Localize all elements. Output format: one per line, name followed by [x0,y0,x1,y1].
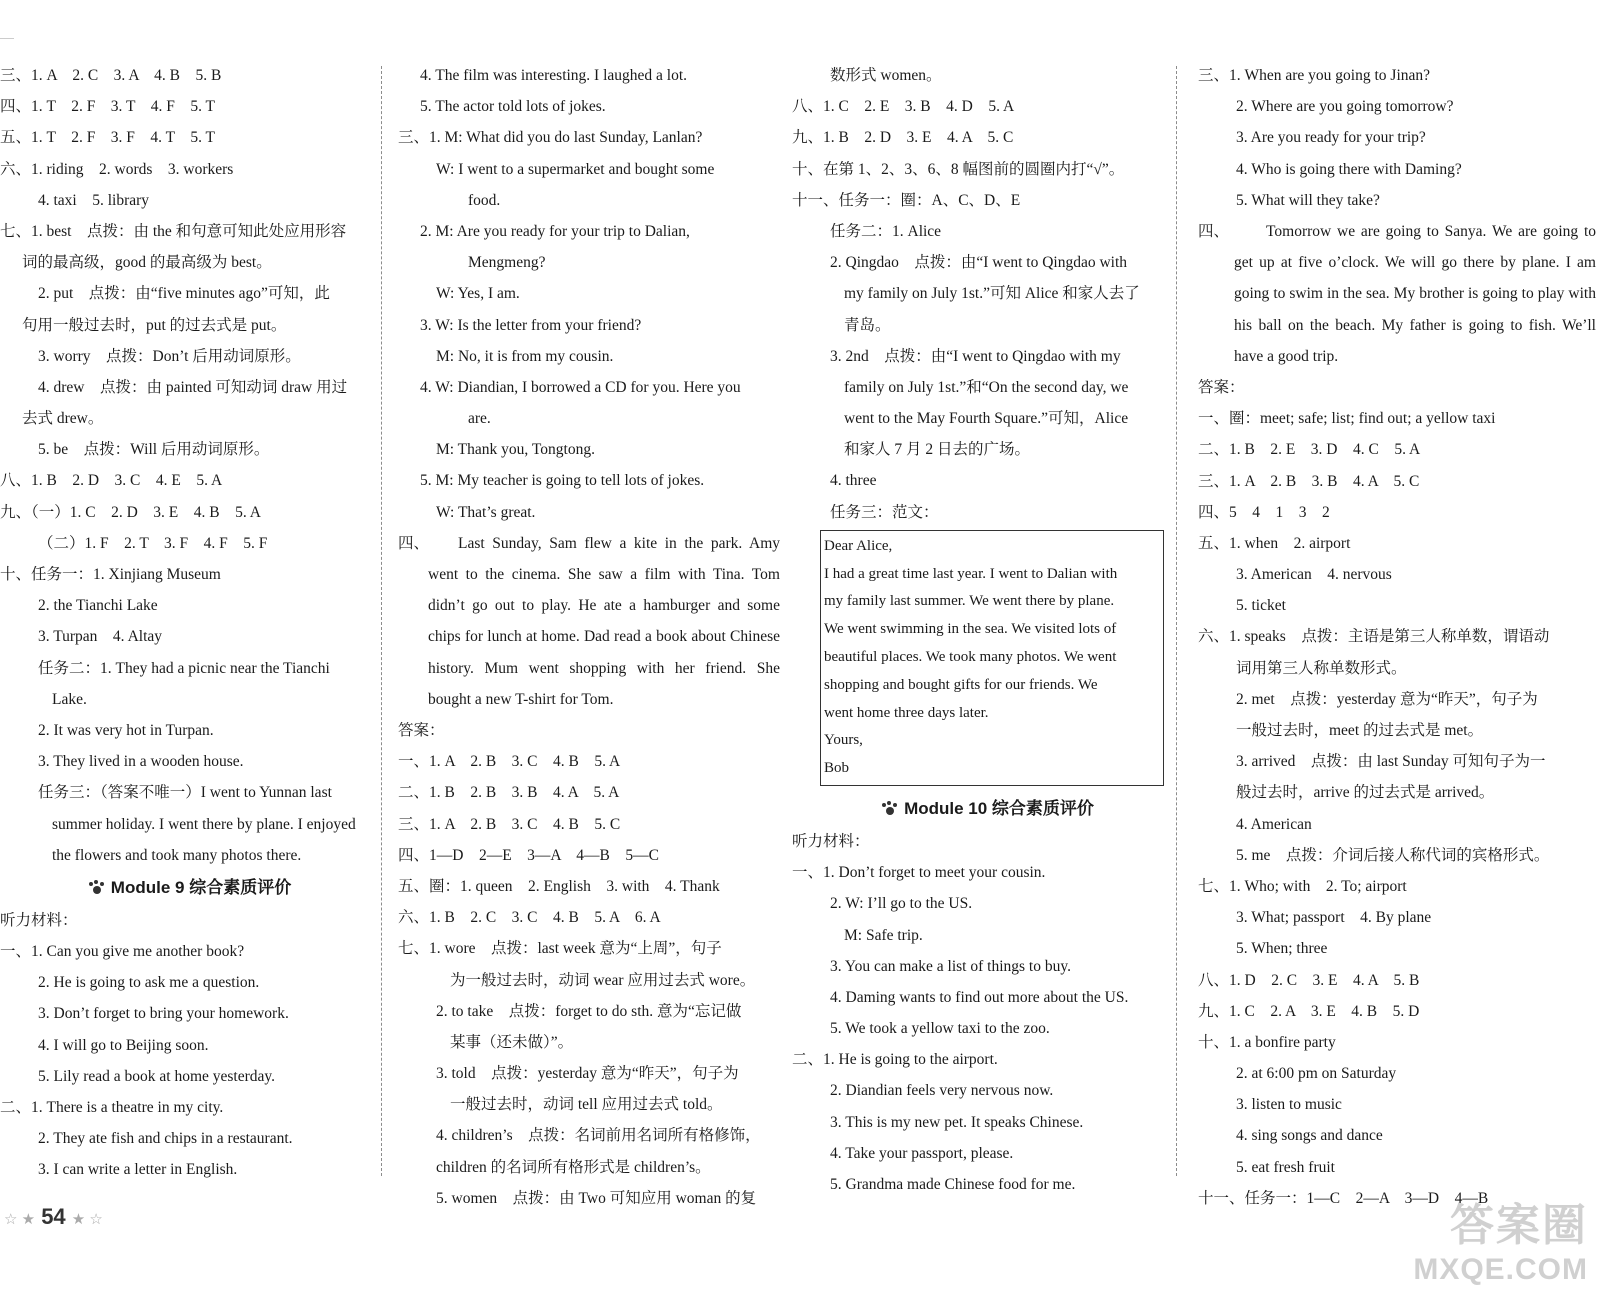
answer-line: 一般过去时，meet 的过去式是 met。 [1236,722,1484,740]
answer-line: 4. American [1236,815,1312,833]
answer-line: 听力材料： [792,832,870,850]
answer-line: 八、1. B 2. D 3. C 4. E 5. A [0,472,223,490]
answer-line: W: I went to a supermarket and bought some [436,160,715,178]
answer-line: went to the May Fourth Square.”可知，Alice [844,410,1129,428]
answer-line: 5. women 点拨：由 Two 可知应用 woman 的复 [436,1189,757,1207]
answer-line: Lake. [52,690,87,708]
answer-line: 5. ticket [1236,597,1286,615]
answer-line: 一、1. Don’t forget to meet your cousin. [792,864,1046,882]
answer-line: Mengmeng? [468,254,546,272]
paragraph-text: Last Sunday, Sam flew a kite in the park. Amy went to the cinema. She saw a film with Tina. Tom didn’t go out to play. He ate a hamburger and some chips for lunch at home. Dad read a book about Chinese history. Mum went shopping with her friend. She bought a new T-shirt for Tom. [428,534,780,708]
answer-line: 句用一般过去时，put 的过去式是 put。 [22,316,287,334]
answer-line: 3. This is my new pet. It speaks Chinese. [830,1113,1084,1131]
listening-paragraph [1198,216,1596,372]
answer-line: 六、1. B 2. C 3. C 4. B 5. A 6. A [398,909,661,927]
answer-line: 词用第三人称单数形式。 [1236,659,1407,677]
answer-line: 3. W: Is the letter from your friend? [420,316,642,334]
answer-line: 九、1. B 2. D 3. E 4. A 5. C [792,129,1014,147]
answer-line: 5. The actor told lots of jokes. [420,98,606,116]
page-number-text: 54 [41,1204,66,1229]
answer-line: 十一、任务一：1—C 2—A 3—D 4—B [1198,1189,1489,1207]
letter-line: went home three days later. [824,704,989,721]
answer-line: 词的最高级，good 的最高级为 best。 [22,254,272,272]
answer-line: 2. He is going to ask me a question. [38,974,260,992]
paw-icon [882,801,898,815]
watermark-logo [1413,1189,1588,1287]
column-3 [792,60,1184,1200]
answer-line: 2. Where are you going tomorrow? [1236,98,1454,116]
answer-line: 4. children’s 点拨：名词前用名词所有格修饰， [436,1127,761,1145]
answer-line: 5. me 点拨：介词后接人称代词的宾格形式。 [1236,846,1550,864]
column-1 [0,60,380,1186]
answer-line: 七、1. Who; with 2. To; airport [1198,877,1407,895]
answer-line: 五、1. T 2. F 3. F 4. T 5. T [0,129,216,147]
answer-line: 三、1. A 2. B 3. B 4. A 5. C [1198,472,1420,490]
answer-line: 和家人 7 月 2 日去的广场。 [844,441,1031,459]
answer-line: are. [468,410,491,428]
answer-line: 二、1. There is a theatre in my city. [0,1099,224,1116]
answer-line: 3. Don’t forget to bring your homework. [38,1005,289,1023]
answer-line: 5. We took a yellow taxi to the zoo. [830,1020,1050,1038]
answer-line: 三、1. M: What did you do last Sunday, Lanlan? [398,129,703,147]
answer-line: 3. They lived in a wooden house. [38,753,244,771]
answer-line: 一、1. Can you give me another book? [0,943,245,961]
answer-line: 四、1—D 2—E 3—A 4—B 5—C [398,846,659,864]
answer-line: 3. I can write a letter in English. [38,1161,238,1179]
answer-line: 一、圈：meet; safe; list; find out; a yellow taxi [1198,410,1496,428]
answer-line: W: Yes, I am. [436,285,520,303]
answer-line: 九、1. C 2. A 3. E 4. B 5. D [1198,1002,1420,1020]
answer-line: 六、1. speaks 点拨：主语是第三人称单数，谓语动 [1198,628,1550,646]
answer-line: 2. put 点拨：由“five minutes ago”可知，此 [38,285,330,303]
letter-line: Dear Alice, [824,537,893,554]
section-label: 四、 [398,534,430,552]
answer-line: 5. When; three [1236,940,1328,958]
answer-line: 三、1. A 2. B 3. C 4. B 5. C [398,815,621,833]
star-icon: ★ ☆ [71,1211,103,1228]
answer-line: 3. American 4. nervous [1236,566,1392,584]
answer-line: 二、1. B 2. E 3. D 4. C 5. A [1198,441,1421,459]
answer-line: 3. Are you ready for your trip? [1236,129,1426,147]
answer-line: 4. W: Diandian, I borrowed a CD for you. Here you [420,378,741,396]
answer-line: 任务三：范文： [830,503,939,521]
answer-line: 3. You can make a list of things to buy. [830,957,1071,975]
answer-line: 一、1. A 2. B 3. C 4. B 5. A [398,753,621,771]
star-icon: ☆ ★ [4,1211,36,1228]
answer-line: the flowers and took many photos there. [52,846,302,864]
answer-line: 九、（一）1. C 2. D 3. E 4. B 5. A [0,503,261,521]
section-label: 四、 [1198,222,1230,240]
answer-line: 2. to take 点拨：forget to do sth. 意为“忘记做 [436,1002,742,1020]
watermark-url: MXQE.COM [1413,1253,1588,1286]
answer-line: 十一、任务一：圈：A、C、D、E [792,191,1021,209]
answer-line: 二、1. B 2. B 3. B 4. A 5. A [398,784,620,802]
top-mark [0,38,14,39]
answer-line: 青岛。 [844,316,891,334]
letter-line: my family last summer. We went there by plane. [824,593,1115,610]
answer-line: 2. They ate fish and chips in a restaurant. [38,1130,293,1148]
column-separator [381,66,382,1176]
answer-line: 七、1. best 点拨：由 the 和句意可知此处应用形容 [0,222,347,240]
answer-line: 一般过去时，动词 tell 应用过去式 told。 [450,1096,723,1114]
answer-line: 五、1. when 2. airport [1198,534,1351,552]
answer-line: 2. M: Are you ready for your trip to Dalian, [420,222,690,240]
answer-line: 二、1. He is going to the airport. [792,1051,998,1069]
answer-line: 为一般过去时，动词 wear 应用过去式 wore。 [450,971,756,989]
answer-line: M: Thank you, Tongtong. [436,441,595,459]
answer-line: children 的名词所有格形式是 children’s。 [436,1158,711,1176]
answer-line: 5. eat fresh fruit [1236,1158,1335,1176]
answer-line: M: Safe trip. [844,926,923,944]
letter-line: Yours, [824,732,863,749]
answer-line: 3. Turpan 4. Altay [38,628,163,646]
answer-line: 4. sing songs and dance [1236,1127,1383,1145]
answer-line: 3. listen to music [1236,1096,1342,1114]
letter-line: I had a great time last year. I went to Dalian with [824,565,1118,582]
answer-line: （二）1. F 2. T 3. F 4. F 5. F [38,534,268,552]
answer-line: 3. told 点拨：yesterday 意为“昨天”，句子为 [436,1065,739,1083]
sample-letter-box [820,530,1164,786]
answer-line: 任务三：（答案不唯一）I went to Yunnan last [38,784,332,802]
answer-line: 4. taxi 5. library [38,191,150,209]
answer-line: 5. M: My teacher is going to tell lots of jokes. [420,472,705,490]
answer-line: summer holiday. I went there by plane. I enjoyed [52,815,356,833]
watermark-text: 答案圈 [1450,1201,1588,1250]
answer-line: 4. Who is going there with Daming? [1236,160,1462,178]
answer-line: 五、圈：1. queen 2. English 3. with 4. Thank [398,877,720,895]
column-4 [1198,60,1596,1214]
answer-line: family on July 1st.”和“On the second day, we [844,378,1129,396]
answer-line: 3. worry 点拨：Don’t 后用动词原形。 [38,347,301,365]
answer-line: 4. I will go to Beijing soon. [38,1036,209,1054]
answer-line: 2. Diandian feels very nervous now. [830,1082,1054,1100]
letter-line: Bob [824,760,850,777]
answer-line: 三、1. A 2. C 3. A 4. B 5. B [0,67,222,84]
letter-line: We went swimming in the sea. We visited lots of [824,621,1117,638]
answer-line: 听力材料： [0,911,78,929]
answer-line: W: That’s great. [436,503,536,521]
answer-line: 四、1. T 2. F 3. T 4. F 5. T [0,98,216,116]
answer-line: 3. arrived 点拨：由 last Sunday 可知句子为一 [1236,753,1546,771]
answer-line: 十、在第 1、2、3、6、8 幅图前的圆圈内打“√”。 [792,160,1125,178]
answer-line: 2. met 点拨：yesterday 意为“昨天”，句子为 [1236,690,1538,708]
answer-line: 5. What will they take? [1236,191,1380,209]
answer-line: 4. three [830,472,877,490]
answer-line: food. [468,191,501,209]
column-2 [398,60,780,1214]
answer-line: 5. be 点拨：Will 后用动词原形。 [38,441,270,459]
answer-line: 任务二：1. They had a picnic near the Tianchi [38,659,330,677]
module-title: Module 10 综合素质评价 [904,798,1094,818]
page-number [4,1204,103,1230]
answer-line: 般过去时，arrive 的过去式是 arrived。 [1236,784,1495,802]
answer-line: 2. Qingdao 点拨：由“I went to Qingdao with [830,254,1128,272]
answer-line: 答案： [398,722,445,740]
answer-line: 四、5 4 1 3 2 [1198,503,1330,521]
answer-line: 八、1. C 2. E 3. B 4. D 5. A [792,98,1015,116]
answer-line: 5. Lily read a book at home yesterday. [38,1067,276,1085]
module-title: Module 9 综合素质评价 [110,877,292,897]
module-9-heading [0,871,380,905]
answer-line: 任务二：1. Alice [830,222,942,240]
answer-line: my family on July 1st.”可知 Alice 和家人去了 [844,285,1140,303]
answer-line: 4. drew 点拨：由 painted 可知动词 draw 用过 [38,378,348,396]
answer-line: 3. 2nd 点拨：由“I went to Qingdao with my [830,347,1121,365]
answer-line: 4. The film was interesting. I laughed a lot. [420,67,688,84]
paw-icon [89,880,105,894]
answer-line: 十、任务一：1. Xinjiang Museum [0,566,221,583]
answer-line: 十、1. a bonfire party [1198,1033,1336,1051]
answer-line: 2. W: I’ll go to the US. [830,895,973,913]
letter-line: beautiful places. We took many photos. We went [824,649,1117,665]
answer-line: 2. the Tianchi Lake [38,597,158,615]
answer-line: 5. Grandma made Chinese food for me. [830,1176,1076,1194]
answer-line: 某事（还未做）”。 [450,1033,574,1051]
answer-line: 七、1. wore 点拨：last week 意为“上周”，句子 [398,940,722,958]
answer-line: 2. at 6:00 pm on Saturday [1236,1065,1397,1083]
answer-line: M: No, it is from my cousin. [436,347,614,365]
answer-line: 数形式 women。 [830,67,942,84]
answer-line: 3. What; passport 4. By plane [1236,909,1432,927]
answer-line: 4. Take your passport, please. [830,1144,1014,1162]
paragraph-text: Tomorrow we are going to Sanya. We are going to get up at five o’clock. We will go there by plane. I am going to swim in the sea. My brother is going to play with his ball on the beach. My father is going to fish. We’ll have a good trip. [1234,222,1596,365]
letter-line: shopping and bought gifts for our friends. We [824,676,1098,693]
listening-paragraph [398,528,780,715]
answer-line: 八、1. D 2. C 3. E 4. A 5. B [1198,971,1420,989]
answer-line: 六、1. riding 2. words 3. workers [0,160,234,178]
answer-line: 4. Daming wants to find out more about the US. [830,988,1129,1006]
answer-line: 去式 drew。 [22,410,104,428]
answer-line: 三、1. When are you going to Jinan? [1198,67,1431,84]
answer-line: 答案： [1198,378,1245,396]
module-10-heading [792,792,1184,826]
answer-line: 2. It was very hot in Turpan. [38,721,214,739]
